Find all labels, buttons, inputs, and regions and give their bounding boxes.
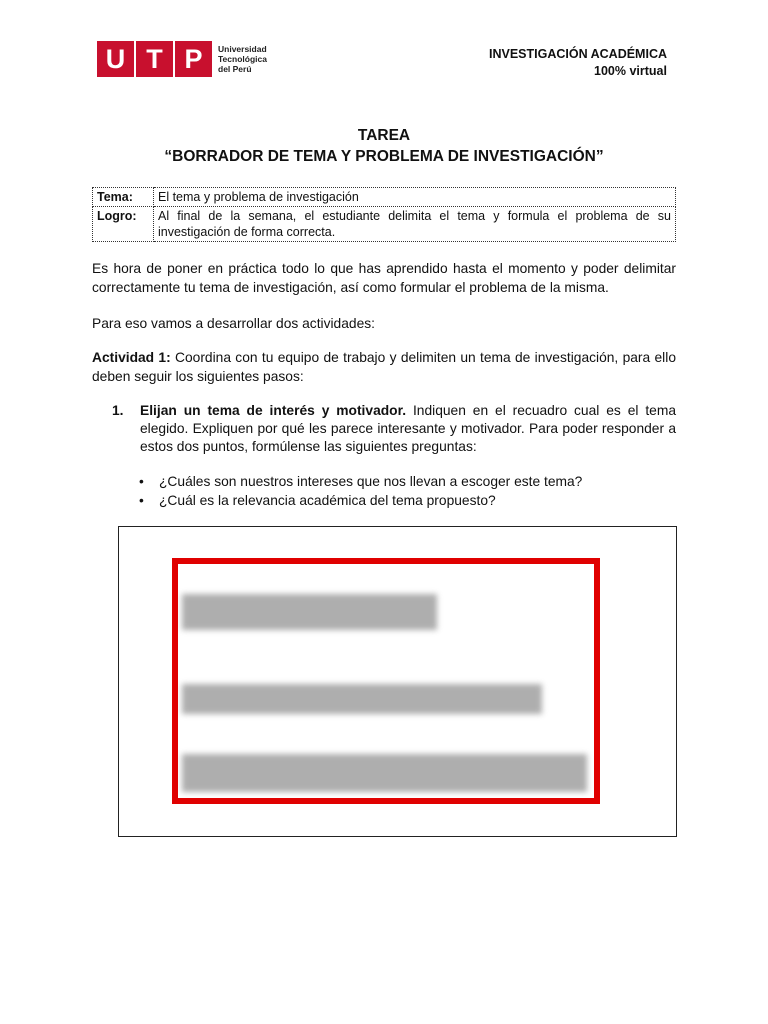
intro-paragraph: Es hora de poner en práctica todo lo que has aprendido hasta el momento y poder delimitar correctamente tu tema de investigación, así como formular el problema de la misma. xyxy=(92,261,676,295)
red-frame xyxy=(172,558,600,804)
list-item xyxy=(139,472,676,491)
page-title: TAREA xyxy=(357,127,411,144)
blurred-text xyxy=(182,594,437,630)
step-text: Indiquen en el recuadro cual es el tema elegido. Expliquen por qué les parece interesante y motivador. Para poder responder a estos dos puntos, formúlense las siguientes preguntas: xyxy=(140,403,676,454)
page-subtitle: “BORRADOR DE TEMA Y PROBLEMA DE INVESTIGACIÓN” xyxy=(164,148,604,165)
logo-text-line: Universidad xyxy=(218,44,267,54)
bullet-icon: • xyxy=(139,493,144,508)
bullet-icon: • xyxy=(139,474,144,489)
logo-letter: T xyxy=(136,41,173,77)
header-course-info xyxy=(489,46,667,80)
step-number: 1. xyxy=(112,403,124,418)
activity1-label: Actividad 1: xyxy=(92,350,171,365)
table-row xyxy=(93,188,676,207)
logo-text-line: Tecnológica xyxy=(218,54,267,64)
logo-letter: U xyxy=(97,41,134,77)
course-name: INVESTIGACIÓN ACADÉMICA xyxy=(488,47,667,61)
blurred-text xyxy=(182,684,542,714)
info-table xyxy=(92,187,676,242)
course-mode: 100% virtual xyxy=(594,64,667,78)
table-row xyxy=(93,207,676,242)
step-body xyxy=(140,402,676,456)
info-value: Al final de la semana, el estudiante delimita el tema y formula el problema de su investigación de forma correcta. xyxy=(154,207,676,242)
logo-text-line: del Perú xyxy=(218,64,252,74)
activity1-paragraph xyxy=(92,348,676,386)
logo-letters xyxy=(97,41,212,77)
step-heading: Elijan un tema de interés y motivador. xyxy=(140,403,407,418)
activity1-text: Coordina con tu equipo de trabajo y delimiten un tema de investigación, para ello deben seguir los siguientes pasos: xyxy=(92,350,676,384)
list-item xyxy=(139,491,676,510)
step-1 xyxy=(112,402,676,456)
logo-letter: P xyxy=(175,41,212,77)
blurred-text xyxy=(182,754,587,792)
answer-box-figure xyxy=(118,526,677,837)
logo-university-name xyxy=(218,44,267,74)
info-key: Tema: xyxy=(93,188,154,207)
utp-logo xyxy=(97,41,267,77)
bullet-list xyxy=(139,472,676,510)
info-key: Logro: xyxy=(93,207,154,242)
list-item-text: ¿Cuál es la relevancia académica del tema propuesto? xyxy=(159,493,496,508)
info-value: El tema y problema de investigación xyxy=(154,188,676,207)
activities-intro: Para eso vamos a desarrollar dos actividades: xyxy=(92,316,375,331)
list-item-text: ¿Cuáles son nuestros intereses que nos llevan a escoger este tema? xyxy=(159,474,583,489)
